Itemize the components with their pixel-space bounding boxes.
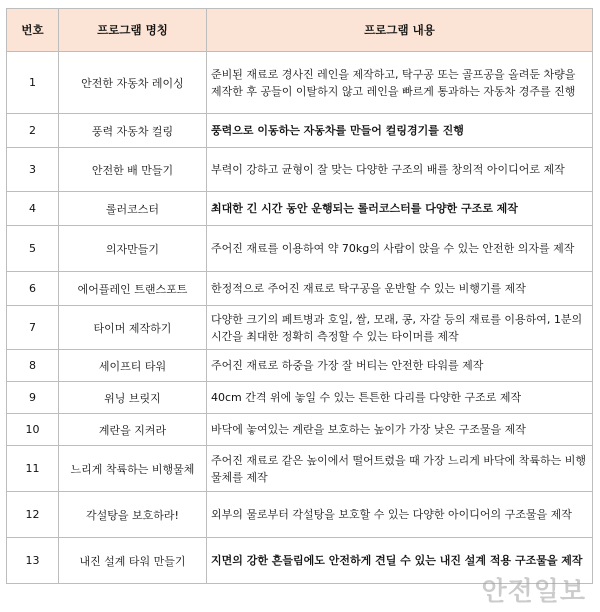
table-row (7, 350, 593, 382)
table-row (7, 492, 593, 538)
row-program-content: 풍력으로 이동하는 자동차를 만들어 컬링경기를 진행 (207, 114, 593, 148)
row-program-content: 바닥에 놓여있는 계란을 보호하는 높이가 가장 낮은 구조물을 제작 (207, 414, 593, 446)
header-program-name: 프로그램 명칭 (59, 9, 207, 52)
table-row (7, 52, 593, 114)
row-program-content: 40cm 간격 위에 놓일 수 있는 튼튼한 다리를 다양한 구조로 제작 (207, 382, 593, 414)
row-program-name: 느리게 착륙하는 비행물체 (59, 446, 207, 492)
row-program-name: 세이프티 타워 (59, 350, 207, 382)
header-program-content: 프로그램 내용 (207, 9, 593, 52)
table-row (7, 226, 593, 272)
row-program-name: 각설탕을 보호하라! (59, 492, 207, 538)
table-row (7, 148, 593, 192)
row-program-name: 에어플레인 트랜스포트 (59, 272, 207, 306)
table-row (7, 272, 593, 306)
row-program-content: 외부의 물로부터 각설탕을 보호할 수 있는 다양한 아이디어의 구조물을 제작 (207, 492, 593, 538)
row-number: 3 (7, 148, 59, 192)
row-number: 1 (7, 52, 59, 114)
table-row (7, 306, 593, 350)
row-program-name: 안전한 배 만들기 (59, 148, 207, 192)
row-number: 10 (7, 414, 59, 446)
row-number: 4 (7, 192, 59, 226)
table-row (7, 414, 593, 446)
row-program-content: 주어진 재료로 같은 높이에서 떨어트렸을 때 가장 느리게 바닥에 착륙하는 비행물체를 제작 (207, 446, 593, 492)
row-program-name: 계란을 지켜라 (59, 414, 207, 446)
row-program-name: 타이머 제작하기 (59, 306, 207, 350)
row-program-name: 내진 설계 타워 만들기 (59, 538, 207, 584)
table-row (7, 114, 593, 148)
table-row (7, 446, 593, 492)
watermark-logo: 안전일보 (481, 577, 586, 607)
row-program-content: 준비된 재료로 경사진 레인을 제작하고, 탁구공 또는 골프공을 올려둔 차량을 제작한 후 공들이 이탈하지 않고 레인을 빠르게 통과하는 자동차 경주를 진행 (207, 52, 593, 114)
row-number: 13 (7, 538, 59, 584)
row-program-name: 의자만들기 (59, 226, 207, 272)
row-number: 2 (7, 114, 59, 148)
row-number: 7 (7, 306, 59, 350)
row-program-content: 지면의 강한 흔들림에도 안전하게 견딜 수 있는 내진 설계 적용 구조물을 제작 (207, 538, 593, 584)
row-number: 9 (7, 382, 59, 414)
program-table (6, 8, 593, 584)
row-program-content: 한정적으로 주어진 재료로 탁구공을 운반할 수 있는 비행기를 제작 (207, 272, 593, 306)
row-program-content: 최대한 긴 시간 동안 운행되는 롤러코스터를 다양한 구조로 제작 (207, 192, 593, 226)
row-program-content: 주어진 재료를 이용하여 약 70kg의 사람이 앉을 수 있는 안전한 의자를 제작 (207, 226, 593, 272)
row-program-name: 위닝 브릿지 (59, 382, 207, 414)
table-header-row (7, 9, 593, 52)
table-row (7, 382, 593, 414)
row-program-name: 풍력 자동차 컬링 (59, 114, 207, 148)
row-program-content: 주어진 재료로 하중을 가장 잘 버티는 안전한 타워를 제작 (207, 350, 593, 382)
row-number: 5 (7, 226, 59, 272)
row-number: 6 (7, 272, 59, 306)
header-number: 번호 (7, 9, 59, 52)
row-number: 8 (7, 350, 59, 382)
row-program-content: 부력이 강하고 균형이 잘 맞는 다양한 구조의 배를 창의적 아이디어로 제작 (207, 148, 593, 192)
row-number: 11 (7, 446, 59, 492)
row-program-name: 롤러코스터 (59, 192, 207, 226)
row-program-name: 안전한 자동차 레이싱 (59, 52, 207, 114)
row-program-content: 다양한 크기의 페트병과 호일, 쌀, 모래, 콩, 자갈 등의 재료를 이용하여, 1분의 시간을 최대한 정확히 측정할 수 있는 타이머를 제작 (207, 306, 593, 350)
table-row (7, 192, 593, 226)
row-number: 12 (7, 492, 59, 538)
